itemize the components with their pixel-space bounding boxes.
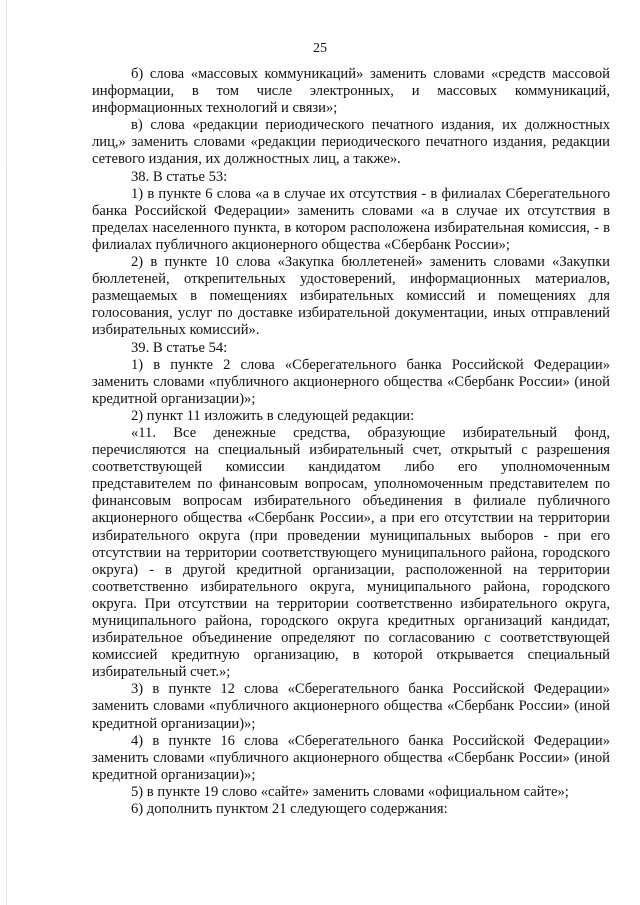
paragraph: «11. Все денежные средства, образующие избирательный фонд, перечисляются на специальный избирательный счет, открытый с разрешения соответствующей комиссии кандидатом либо его уполномоченным представителем по финансовым вопросам, уполномоченным представителем по финансовым вопросам избирательного объединения в филиале публичного акционерного общества «Сбербанк России», а при его отсутствии на территории избирательного округа (при проведении муниципальных выборов - при его отсутствии на территории соответствующего муниципального района, городского округа) - в другой кредитной организации, расположенной на территории соответственно избирательного округа, муниципального района, городского округа. При отсутствии на территории соответственно избирательного округа, муниципального района, городского округа кредитных организаций кандидат, избирательное объединение определяют по согласованию с соответствующей комиссией кредитную организацию, в которой открывается специальный избирательный счет.»; bbox=[92, 424, 610, 681]
paragraph: б) слова «массовых коммуникаций» заменить словами «средств массовой информации, в том числе электронных, и массовых коммуникаций, информационных технологий и связи»; bbox=[92, 66, 610, 117]
paragraph: 2) пункт 11 изложить в следующей редакции: bbox=[131, 407, 415, 424]
paragraph: 2) в пункте 10 слова «Закупка бюллетеней» заменить словами «Закупки бюллетеней, открепительных удостоверений, информационных материалов, размещаемых в помещениях избирательных комиссий и помещениях для голосования, услуг по доставке избирательной документации, иных отправлений избирательных комиссий». bbox=[92, 254, 610, 339]
paragraph: 6) дополнить пунктом 21 следующего содержания: bbox=[131, 801, 448, 818]
page-number: 25 bbox=[313, 41, 327, 56]
document-body bbox=[92, 66, 610, 818]
paragraph: 5) в пункте 19 слово «сайте» заменить словами «официальном сайте»; bbox=[131, 783, 569, 800]
paragraph: 38. В статье 53: bbox=[131, 168, 228, 185]
paragraph: 4) в пункте 16 слова «Сберегательного банка Российской Федерации» заменить словами «публичного акционерного общества «Сбербанк России» (иной кредитной организации)»; bbox=[92, 732, 610, 783]
paragraph: 1) в пункте 6 слова «а в случае их отсутствия - в филиалах Сберегательного банка Российской Федерации» заменить словами «а в случае их отсутствия в пределах населенного пункта, в котором расположена избирательная комиссия, - в филиалах публичного акционерного общества «Сбербанк России»; bbox=[92, 185, 610, 253]
paragraph: в) слова «редакции периодического печатного издания, их должностных лиц,» заменить словами «редакции периодического печатного издания, редакции сетевого издания, их должностных лиц, а также». bbox=[92, 117, 610, 168]
scan-edge bbox=[6, 0, 7, 905]
paragraph: 1) в пункте 2 слова «Сберегательного банка Российской Федерации» заменить словами «публичного акционерного общества «Сбербанк России» (иной кредитной организации)»; bbox=[92, 356, 610, 407]
paragraph: 39. В статье 54: bbox=[131, 339, 228, 356]
paragraph: 3) в пункте 12 слова «Сберегательного банка Российской Федерации» заменить словами «публичного акционерного общества «Сбербанк России» (иной кредитной организации)»; bbox=[92, 681, 610, 732]
